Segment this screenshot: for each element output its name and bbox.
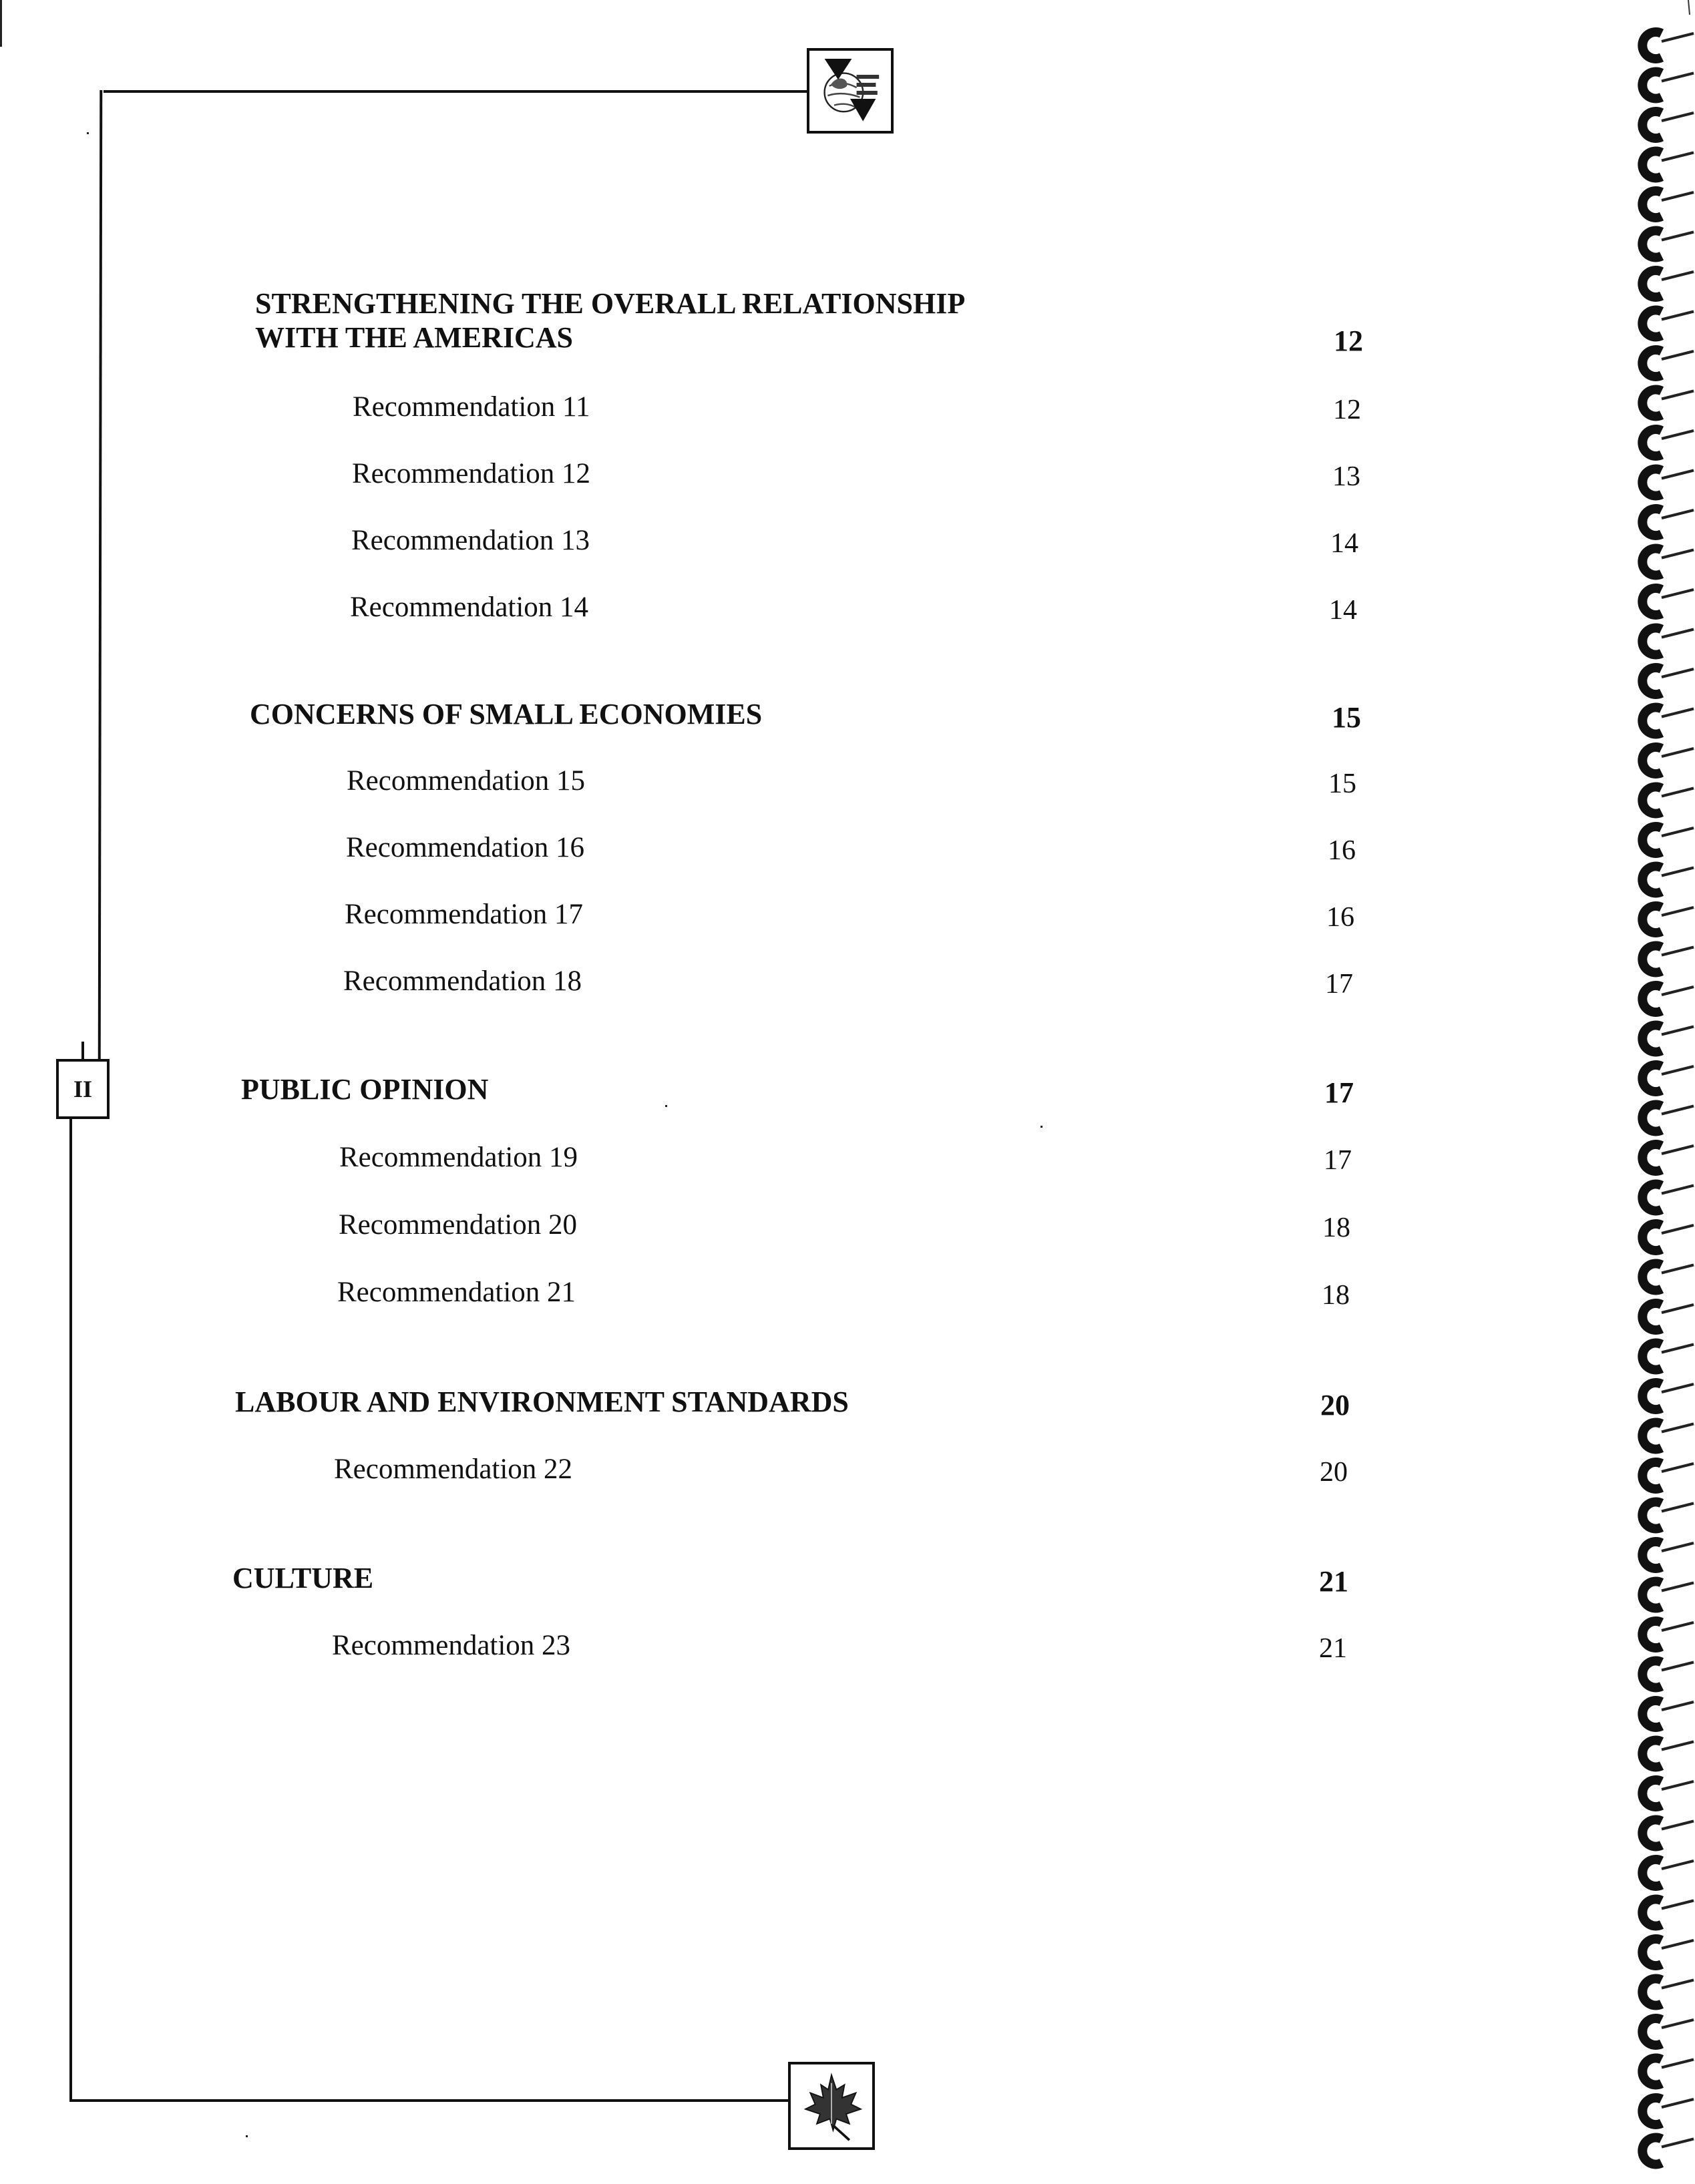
recommendation-label: Recommendation 23 — [332, 1630, 571, 1661]
recommendation-page-number: 21 — [1319, 1633, 1347, 1664]
binding-coil-icon — [1642, 1780, 1694, 1807]
recommendation-page-number: 16 — [1328, 835, 1356, 866]
binding-coil-icon — [1642, 72, 1694, 99]
scan-speck — [87, 132, 89, 134]
binding-coil-icon — [1642, 231, 1694, 258]
binding-coil-icon — [1642, 628, 1694, 655]
binding-coil-icon — [1642, 509, 1694, 535]
binding-coil-icon — [1642, 1621, 1694, 1648]
section-page-number: 12 — [1334, 324, 1363, 357]
binding-coil-icon — [1642, 668, 1694, 694]
frame-left-line-upper — [98, 90, 103, 1062]
recommendation-label: Recommendation 16 — [346, 832, 585, 863]
binding-coil-icon — [1642, 708, 1694, 734]
binding-coil-icon — [1642, 112, 1694, 138]
frame-bottom-line — [69, 2099, 789, 2102]
binding-coil-icon — [1642, 1423, 1694, 1450]
recommendation-label: Recommendation 19 — [339, 1142, 578, 1173]
recommendation-label: Recommendation 22 — [334, 1454, 573, 1485]
binding-coil-icon — [1642, 350, 1694, 377]
binding-coil-icon — [1642, 1939, 1694, 1966]
page-number: II — [73, 1076, 93, 1102]
binding-coil-icon — [1642, 1462, 1694, 1489]
recommendation-label: Recommendation 21 — [337, 1277, 576, 1308]
binding-coil-icon — [1642, 1383, 1694, 1409]
binding-coil-icon — [1642, 1582, 1694, 1608]
section-title-line-2: WITH THE AMERICAS — [255, 321, 573, 354]
binding-coil-icon — [1642, 747, 1694, 774]
section-title: PUBLIC OPINION — [241, 1073, 489, 1106]
binding-coil-icon — [1642, 429, 1694, 456]
binding-coil-icon — [1642, 1900, 1694, 1926]
binding-coil-icon — [1642, 1264, 1694, 1291]
binding-coil-icon — [1642, 1502, 1694, 1529]
binding-coil-icon — [1642, 588, 1694, 615]
recommendation-page-number: 17 — [1325, 969, 1353, 1000]
scan-speck — [1041, 1126, 1043, 1128]
binding-coil-icon — [1642, 1065, 1694, 1092]
section-page-number: 15 — [1332, 701, 1361, 734]
section-page-number: 20 — [1320, 1389, 1350, 1422]
recommendation-label: Recommendation 17 — [345, 899, 584, 930]
binding-coil-icon — [1642, 1224, 1694, 1251]
binding-coil-icon — [1642, 1661, 1694, 1688]
binding-coil-icon — [1642, 2058, 1694, 2085]
frame-left-line-lower — [69, 1119, 72, 2101]
recommendation-page-number: 20 — [1320, 1457, 1348, 1488]
section-title-line-1: STRENGTHENING THE OVERALL RELATIONSHIP — [255, 287, 966, 320]
recommendation-page-number: 16 — [1326, 902, 1354, 933]
section-title: LABOUR AND ENVIRONMENT STANDARDS — [235, 1385, 849, 1418]
binding-coil-icon — [1642, 787, 1694, 814]
binding-coil-icon — [1642, 986, 1694, 1012]
recommendation-label: Recommendation 14 — [350, 592, 589, 623]
binding-coil-icon — [1642, 1860, 1694, 1886]
binding-coil-icon — [1642, 2018, 1694, 2045]
binding-coil-icon — [1642, 469, 1694, 496]
binding-coil-icon — [1642, 867, 1694, 893]
maple-leaf-icon — [791, 2064, 872, 2147]
section-page-number: 17 — [1324, 1076, 1354, 1109]
binding-edge-mark — [1688, 0, 1690, 15]
binding-coil-icon — [1642, 1026, 1694, 1052]
scan-speck — [246, 2135, 248, 2137]
binding-coil-icon — [1642, 946, 1694, 973]
binding-coil-icon — [1642, 827, 1694, 853]
binding-coil-icon — [1642, 152, 1694, 178]
binding-coil-icon — [1642, 1819, 1694, 1846]
recommendation-page-number: 15 — [1328, 769, 1356, 799]
frame-top-line — [104, 90, 808, 93]
binding-coil-icon — [1642, 1542, 1694, 1568]
recommendation-label: Recommendation 15 — [347, 765, 586, 797]
recommendation-page-number: 12 — [1333, 395, 1361, 425]
scan-edge-mark — [0, 0, 2, 47]
recommendation-page-number: 14 — [1330, 528, 1358, 559]
footer-emblem — [788, 2062, 875, 2150]
scan-speck — [665, 1105, 667, 1107]
binding-coil-icon — [1642, 270, 1694, 297]
recommendation-page-number: 17 — [1324, 1145, 1352, 1176]
binding-coil-icon — [1642, 1701, 1694, 1727]
recommendation-page-number: 13 — [1332, 461, 1360, 492]
recommendation-label: Recommendation 20 — [339, 1209, 578, 1241]
spiral-binding — [1635, 0, 1695, 2184]
binding-coil-icon — [1642, 32, 1694, 59]
binding-coil-icon — [1642, 906, 1694, 933]
binding-coil-icon — [1642, 1741, 1694, 1767]
section-title: CONCERNS OF SMALL ECONOMIES — [250, 698, 763, 730]
recommendation-label: Recommendation 13 — [351, 525, 590, 556]
binding-coil-icon — [1642, 191, 1694, 218]
globe-flags-emblem-icon — [809, 51, 891, 131]
binding-coil-icon — [1642, 2098, 1694, 2125]
binding-coil-icon — [1642, 1303, 1694, 1330]
page-number-box — [56, 1059, 110, 1119]
header-emblem — [807, 48, 894, 134]
binding-coil-icon — [1642, 549, 1694, 576]
binding-coil-icon — [1642, 1144, 1694, 1171]
binding-coil-icon — [1642, 2138, 1694, 2165]
recommendation-page-number: 18 — [1322, 1280, 1350, 1311]
binding-coil-icon — [1642, 1105, 1694, 1132]
binding-coil-icon — [1642, 390, 1694, 417]
recommendation-label: Recommendation 11 — [353, 391, 590, 423]
recommendation-page-number: 18 — [1322, 1213, 1350, 1243]
binding-coil-icon — [1642, 1978, 1694, 2005]
binding-coil-icon — [1642, 1343, 1694, 1369]
binding-coil-icon — [1642, 310, 1694, 337]
recommendation-label: Recommendation 12 — [352, 458, 591, 489]
toc-section-strengthening — [255, 289, 1364, 356]
recommendation-page-number: 14 — [1329, 595, 1357, 626]
section-page-number: 21 — [1319, 1565, 1348, 1598]
section-title: CULTURE — [232, 1562, 374, 1594]
binding-coil-icon — [1642, 1184, 1694, 1211]
recommendation-label: Recommendation 18 — [343, 965, 582, 997]
